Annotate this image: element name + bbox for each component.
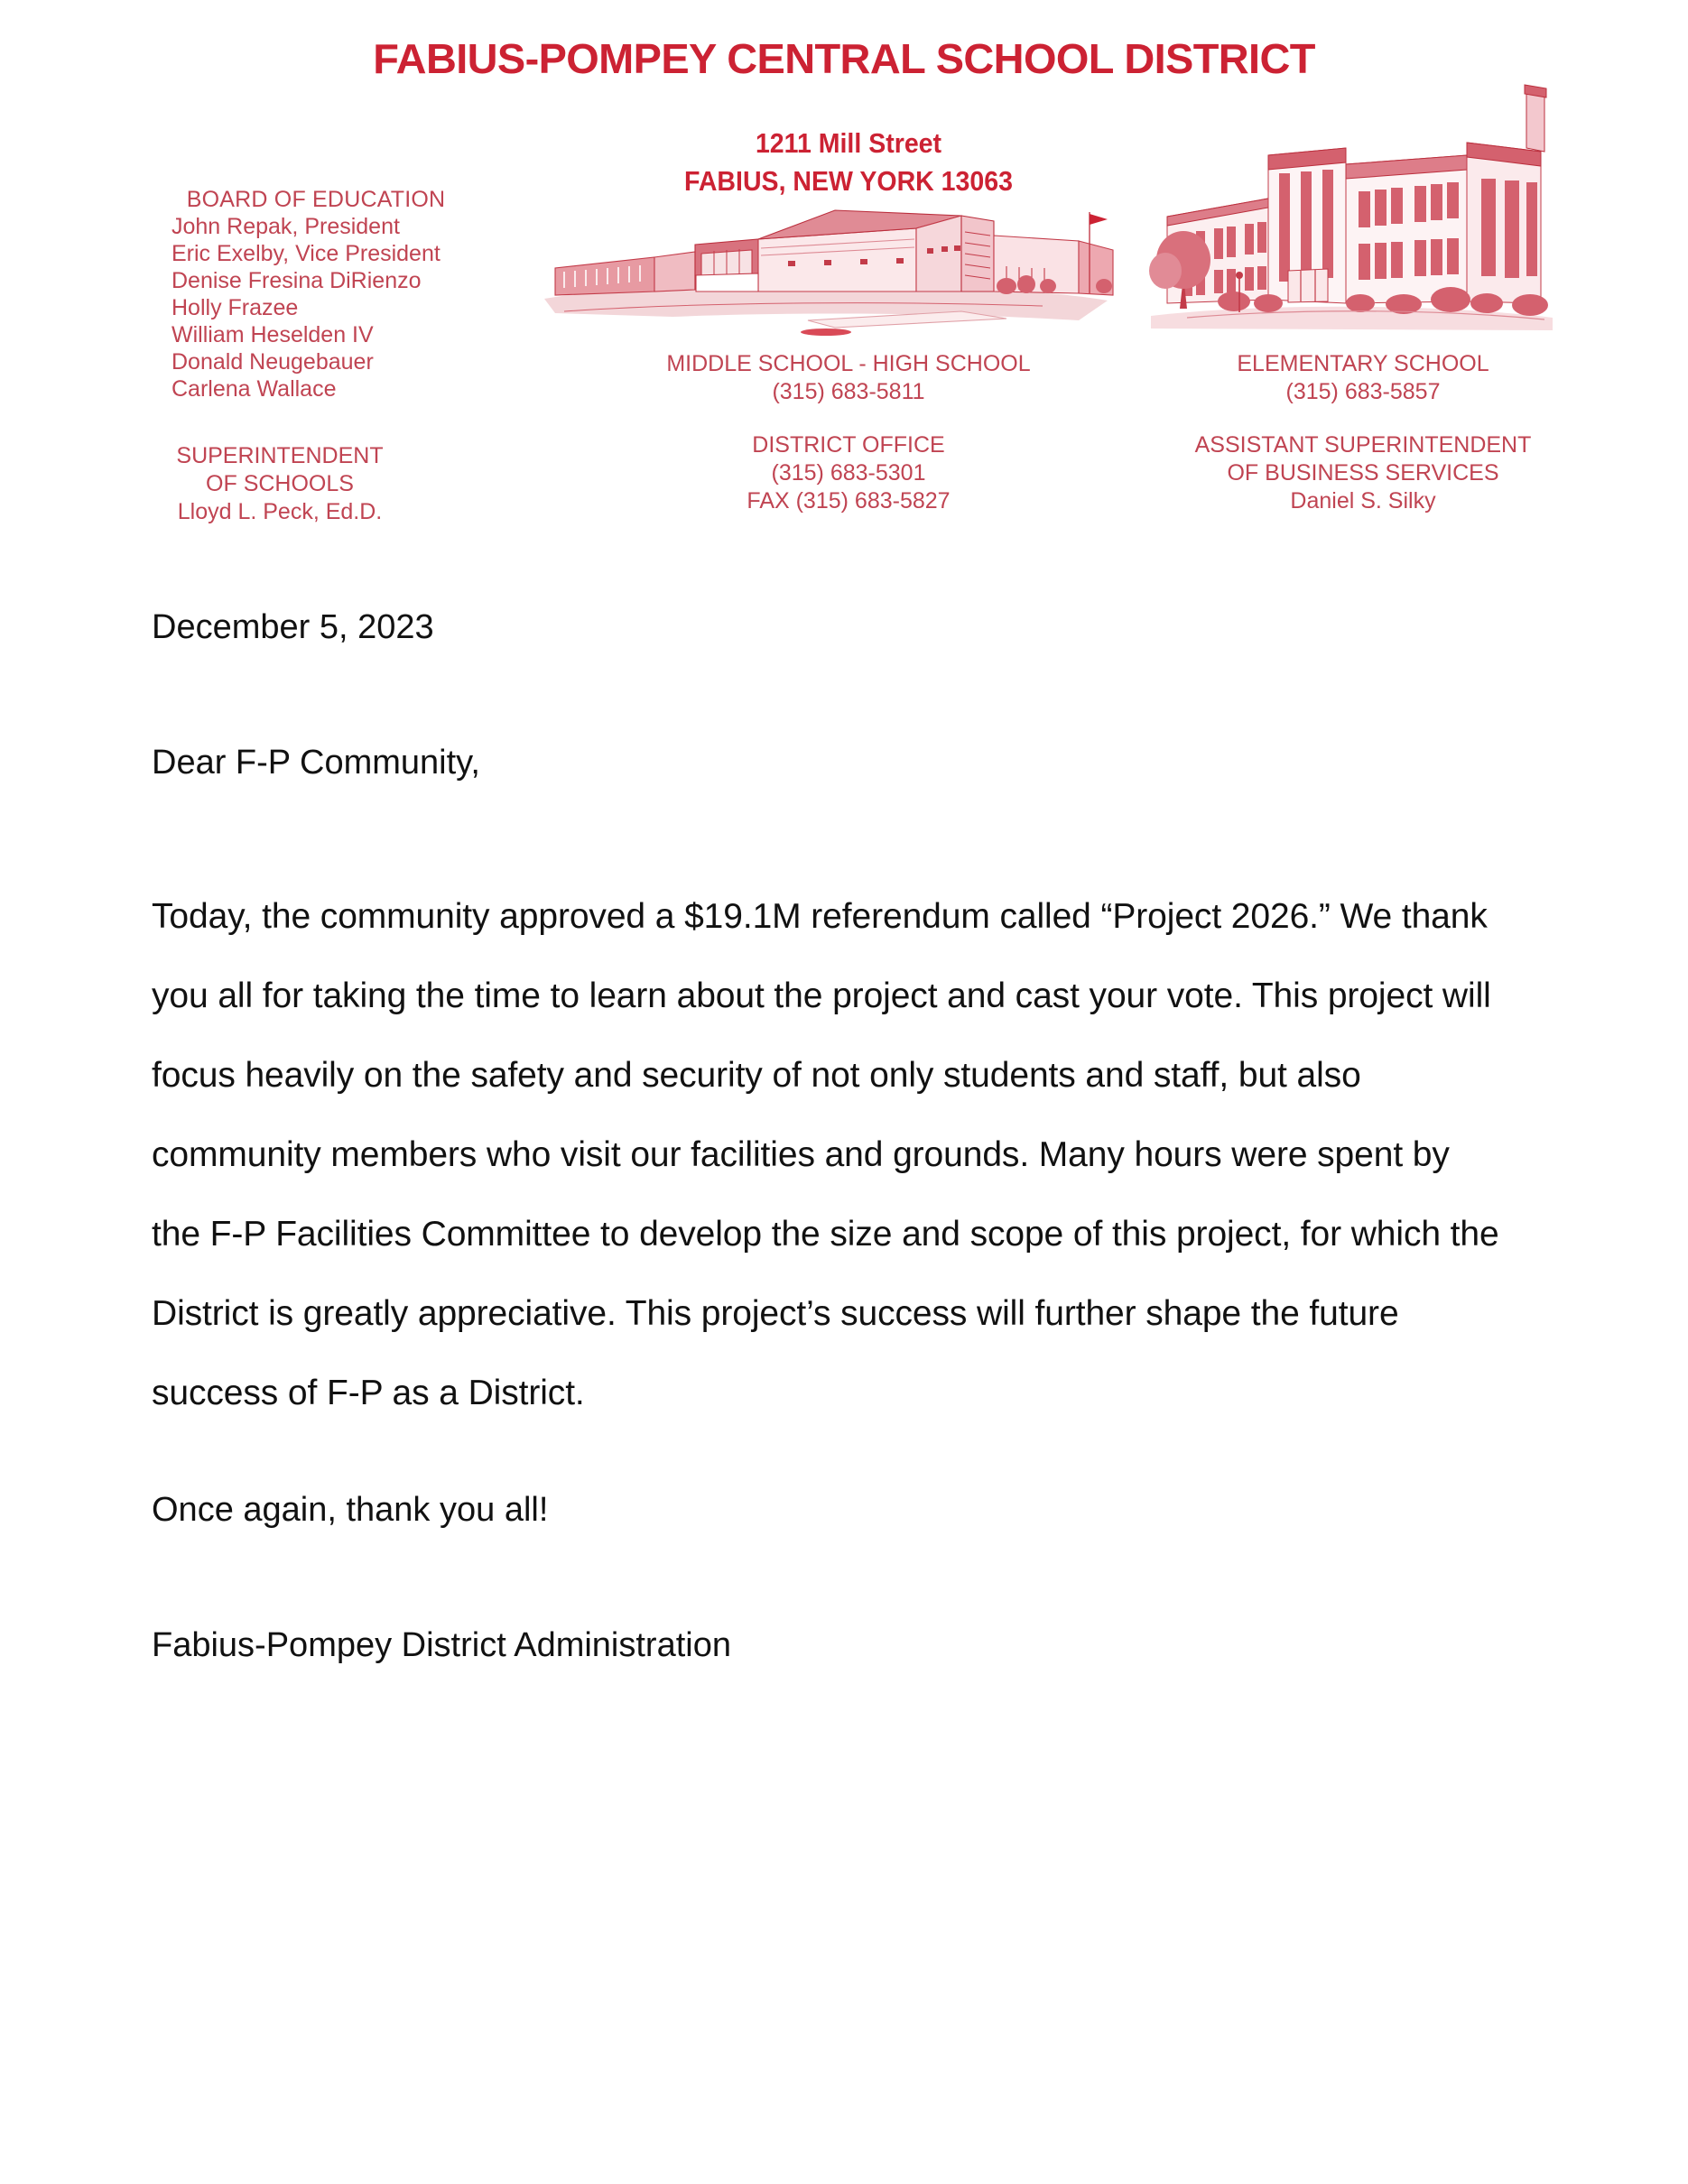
- superintendent-heading-line2: OF SCHOOLS: [206, 471, 354, 496]
- elementary-school-phone: (315) 683-5857: [1285, 379, 1441, 404]
- center-contact-block: [623, 350, 1074, 515]
- assistant-superintendent-line2: OF BUSINESS SERVICES: [1227, 460, 1499, 486]
- letterhead: [0, 0, 1688, 541]
- board-of-education-block: [135, 186, 496, 403]
- board-member: Denise Fresina DiRienzo: [172, 268, 422, 293]
- right-contact-block: [1146, 350, 1580, 515]
- superintendent-block: [135, 442, 424, 526]
- board-member: Eric Exelby, Vice President: [172, 241, 441, 266]
- district-title: FABIUS-POMPEY CENTRAL SCHOOL DISTRICT: [373, 35, 1315, 82]
- address-street: 1211 Mill Street: [755, 127, 942, 159]
- letter-signature: Fabius-Pompey District Administration: [152, 1626, 731, 1664]
- board-member-list: [135, 213, 496, 403]
- superintendent-name: Lloyd L. Peck, Ed.D.: [177, 499, 383, 524]
- district-office-phone: (315) 683-5301: [771, 460, 926, 486]
- board-member: John Repak, President: [172, 214, 400, 239]
- assistant-superintendent-name: Daniel S. Silky: [1290, 488, 1436, 514]
- district-office-fax: FAX (315) 683-5827: [747, 488, 951, 514]
- middle-high-school-phone: (315) 683-5811: [772, 379, 925, 404]
- letter-body: [152, 606, 1533, 1666]
- spacer: [623, 406, 1074, 431]
- elementary-school-building-illustration: [1133, 54, 1566, 343]
- district-office-label: DISTRICT OFFICE: [752, 432, 945, 458]
- middle-high-school-label: MIDDLE SCHOOL - HIGH SCHOOL: [666, 351, 1031, 376]
- assistant-superintendent-line1: ASSISTANT SUPERINTENDENT: [1194, 432, 1532, 458]
- spacer: [1146, 406, 1580, 431]
- letter-salutation: Dear F-P Community,: [152, 744, 480, 782]
- letter-paragraph: Today, the community approved a $19.1M referendum called “Project 2026.” We thank you all for taking the time to learn about the project and cast your vote. This project will focus heavily on the safety and security of not only students and staff, but also community members who visit our facilities and grounds. Many hours were spent by the F-P Facilities Committee to develop the size and scope of this project, for which the District is greatly appreciative. This project’s success will further shape the future success of F-P as a District.: [152, 897, 1499, 1412]
- letter-date: December 5, 2023: [152, 608, 434, 646]
- address-city-state-zip: FABIUS, NEW YORK 13063: [683, 165, 1014, 197]
- superintendent-heading-line1: SUPERINTENDENT: [176, 443, 384, 468]
- middle-high-school-building-illustration: [537, 185, 1115, 338]
- board-member: Holly Frazee: [172, 295, 299, 320]
- board-of-education-heading: BOARD OF EDUCATION: [186, 187, 446, 212]
- board-member: Carlena Wallace: [172, 376, 337, 402]
- letter-closing: Once again, thank you all!: [152, 1491, 549, 1529]
- board-member: William Heselden IV: [172, 322, 374, 347]
- board-member: Donald Neugebauer: [172, 349, 374, 375]
- elementary-school-label: ELEMENTARY SCHOOL: [1237, 351, 1489, 376]
